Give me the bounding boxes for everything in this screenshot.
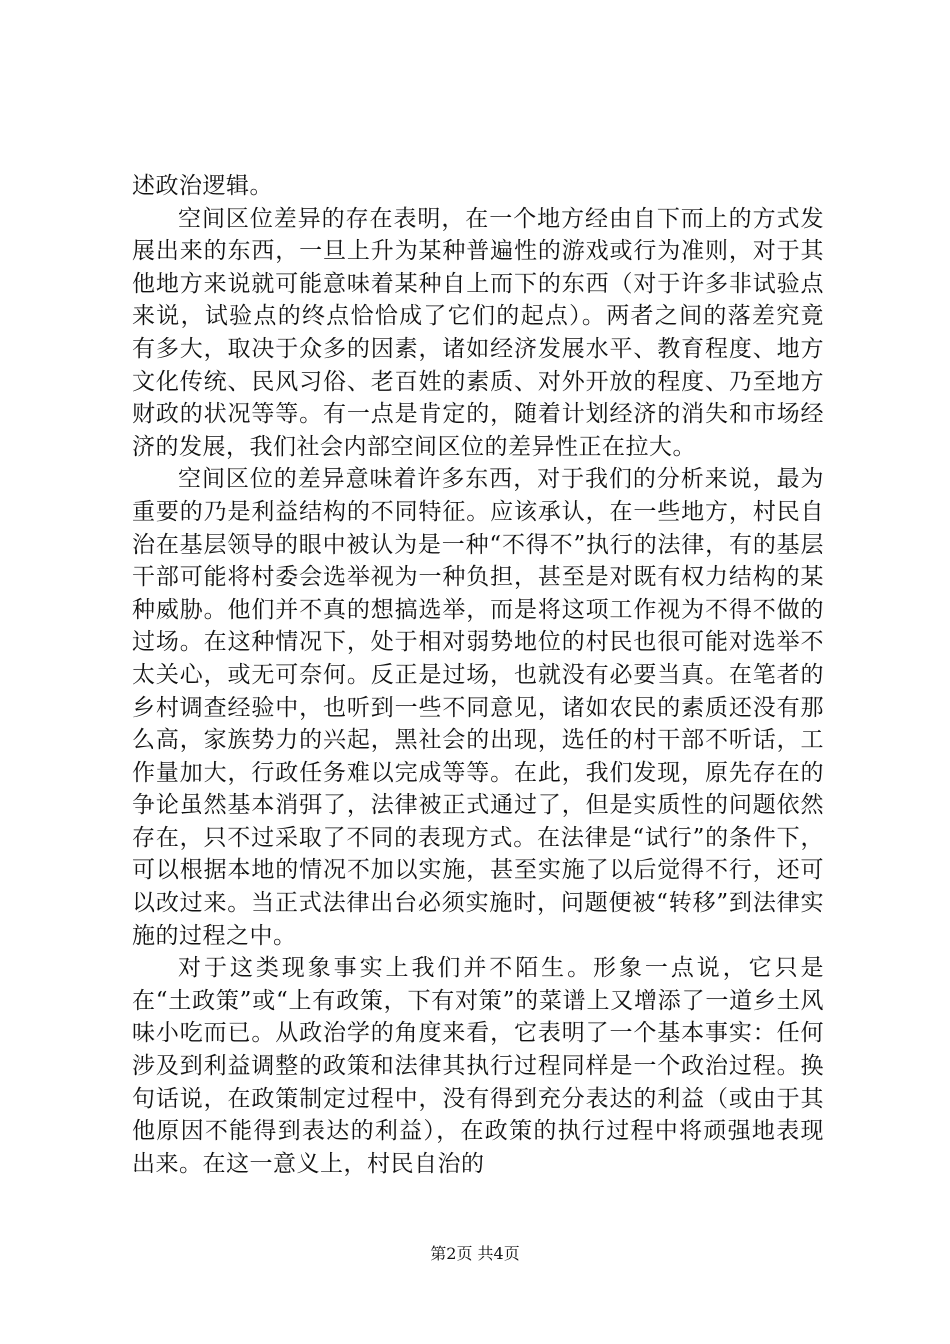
paragraph-spatial-difference: 空间区位差异的存在表明，在一个地方经由自下而上的方式发展出来的东西，一旦上升为某种普遍性的游戏或行为准则，对于其他地方来说就可能意味着某种自上而下的东西（对于许多非试验点来说，试验点的终点恰恰成了它们的起点）。两者之间的落差究竟有多大，取决于众多的因素，诸如经济发展水平、教育程度、地方文化传统、民风习俗、老百姓的素质、对外开放的程度、乃至地方财政的状况等等。有一点是肯定的，随着计划经济的消失和市场经济的发展，我们社会内部空间区位的差异性正在拉大。 xyxy=(132,205,824,460)
page-footer: 第2页 共4页 xyxy=(430,1244,520,1263)
paragraph-policy-execution: 对于这类现象事实上我们并不陌生。形象一点说，它只是在“土政策”或“上有政策，下有对策”的菜谱上又增添了一道乡土风味小吃而已。从政治学的角度来看，它表明了一个基本事实：任何涉及到利益调整的政策和法律其执行过程同样是一个政治过程。换句话说，在政策制定过程中，没有得到充分表达的利益（或由于其他原因不能得到表达的利益），在政策的执行过程中将顽强地表现出来。在这一意义上，村民自治的 xyxy=(132,955,824,1177)
paragraph-continuation: 述政治逻辑。 xyxy=(132,173,273,199)
paragraph-interest-structure: 空间区位的差异意味着许多东西，对于我们的分析来说，最为重要的乃是利益结构的不同特征。应该承认，在一些地方，村民自治在基层领导的眼中被认为是一种“不得不”执行的法律，有的基层干部可能将村委会选举视为一种负担，甚至是对既有权力结构的某种威胁。他们并不真的想搞选举，而是将这项工作视为不得不做的过场。在这种情况下，处于相对弱势地位的村民也很可能对选举不太关心，或无可奈何。反正是过场，也就没有必要当真。在笔者的乡村调查经验中，也听到一些不同意见，诸如农民的素质还没有那么高，家族势力的兴起，黑社会的出现，选任的村干部不听话，工作量加大，行政任务难以完成等等。在此，我们发现，原先存在的争论虽然基本消弭了，法律被正式通过了，但是实质性的问题依然存在，只不过采取了不同的表现方式。在法律是“试行”的条件下，可以根据本地的情况不加以实施，甚至实施了以后觉得不行，还可以改过来。当正式法律出台必须实施时，问题便被“转移”到法律实施的过程之中。 xyxy=(132,466,824,949)
document-body xyxy=(132,170,824,1180)
